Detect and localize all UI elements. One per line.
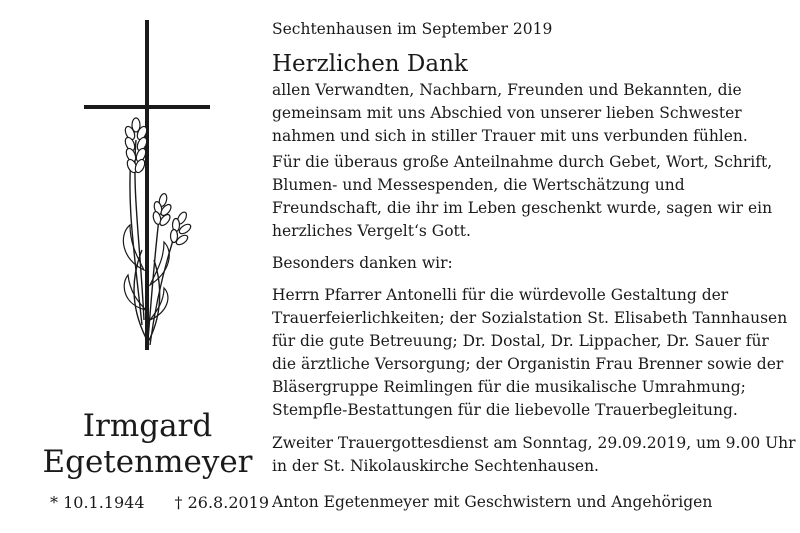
deceased-last-name: Egetenmeyer xyxy=(42,444,253,480)
paragraph-service xyxy=(272,432,796,478)
notice-text xyxy=(272,18,796,478)
notice-heading: Herzlichen Dank xyxy=(272,51,468,77)
text-line: herzliches Vergelt‘s Gott. xyxy=(272,222,471,240)
text-line: Herrn Pfarrer Antonelli für die würdevolle Gestaltung der xyxy=(272,286,729,304)
special-thanks-intro: Besonders danken wir: xyxy=(272,254,453,272)
text-line: Trauerfeierlichkeiten; der Sozialstation St. Elisabeth Tannhausen xyxy=(272,309,788,327)
signature: Anton Egetenmeyer mit Geschwistern und Angehörigen xyxy=(272,493,713,511)
text-line: allen Verwandten, Nachbarn, Freunden und Bekannten, die xyxy=(272,81,742,99)
deceased-first-name: Irmgard xyxy=(82,408,213,444)
text-line: Für die überaus große Anteilnahme durch Gebet, Wort, Schrift, xyxy=(272,153,773,171)
text-line: in der St. Nikolauskirche Sechtenhausen. xyxy=(272,457,599,475)
paragraph-special-thanks xyxy=(272,284,792,422)
paragraph-sympathy xyxy=(272,151,792,243)
text-line: für die gute Betreuung; Dr. Dostal, Dr. Lippacher, Dr. Sauer für xyxy=(272,332,769,350)
text-line: gemeinsam mit uns Abschied von unserer lieben Schwester xyxy=(272,104,742,122)
text-line: nahmen und sich in stiller Trauer mit uns verbunden fühlen. xyxy=(272,127,748,145)
text-line: Freundschaft, die ihr im Leben geschenkt wurde, sagen wir ein xyxy=(272,199,773,217)
text-line: Blumen- und Messespenden, die Wertschätzung und xyxy=(272,176,685,194)
death-date: † 26.8.2019 xyxy=(174,493,270,512)
paragraph-thanks xyxy=(272,79,792,148)
place-date: Sechtenhausen im September 2019 xyxy=(272,20,553,38)
life-dates xyxy=(50,493,269,512)
text-line: Zweiter Trauergottesdienst am Sonntag, 29.09.2019, um 9.00 Uhr xyxy=(272,434,796,452)
text-line: Bläsergruppe Reimlingen für die musikalische Umrahmung; xyxy=(272,378,746,396)
cross-with-wheat-icon xyxy=(60,20,250,350)
birth-date: * 10.1.1944 xyxy=(50,493,145,512)
text-line: die ärztliche Versorgung; der Organistin Frau Brenner sowie der xyxy=(272,355,784,373)
text-line: Stempfle-Bestattungen für die liebevolle Trauerbegleitung. xyxy=(272,401,738,419)
